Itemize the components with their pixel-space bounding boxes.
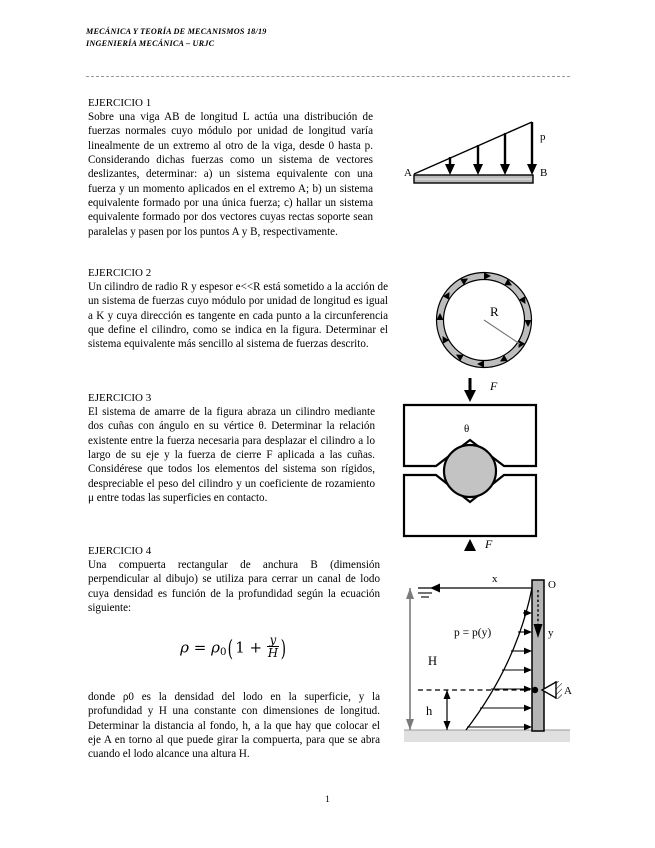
- gate-label-y: y: [548, 627, 554, 639]
- wedge-label-F-top: F: [490, 379, 498, 393]
- page-number: 1: [325, 795, 330, 805]
- formula-rho0: ρ: [211, 638, 220, 657]
- exercise-4-block-cont: [88, 690, 380, 762]
- exercise-2-title: EJERCICIO 2: [88, 267, 152, 279]
- density-formula: [88, 634, 380, 662]
- formula-numerator: y: [267, 634, 279, 647]
- exercise-3-text: El sistema de amarre de la figura abraza un cilindro mediante dos cuñas con ángulo en su vértice θ. Determinar la relación existente entre la fuerza necesaria para desplazar el cilindro a lo largo de su eje y la fuerza de cierre F aplicada a las cuñas. Considérese que todos los elementos del sistema son rígidos, despreciable el peso del cilindro y un coeficiente de rozamiento μ entre todas las superficies en contacto.: [88, 406, 375, 505]
- gate-label-H: H: [428, 654, 438, 668]
- formula-rho0-sub: 0: [219, 647, 227, 659]
- exercise-1-block: [88, 97, 373, 239]
- figure-gate-pressure: [396, 566, 576, 748]
- formula-one-plus: 1 +: [235, 638, 263, 657]
- gate-label-h: h: [426, 704, 433, 718]
- figure-cylinder-tangential-forces: [432, 268, 537, 373]
- exercise-4-text-after: donde ρ0 es la densidad del lodo en la superficie, y la profundidad y H una constante con dimensiones de longitud. Determinar la distancia al fondo, h, a la que hay que colocar el eje A en torno al que puede girar la compuerta, para que se abra cuando el lodo alcance una altura H.: [88, 691, 380, 761]
- header-line-1: MECÁNICA Y TEORÍA DE MECANISMOS 18/19: [86, 27, 267, 36]
- exercise-1-text: Sobre una viga AB de longitud L actúa una distribución de fuerzas normales cuyo módulo por unidad de longitud varía linealmente de un extremo al otro de la viga, desde 0 hasta p. Considerando dichas fuerzas como un sistema de vectores deslizantes, determinar: a) un sistema equivalente con una fuerza y un momento aplicados en el extremo A; b) un sistema equivalente formado por una única fuerza; c) hallar un sistema equivalente formado por dos vectores cuyas rectas soporte sean paralelas y pasen por los puntos A y B, respectivamente.: [88, 111, 373, 238]
- formula-close-paren: ): [280, 636, 287, 663]
- wedge-label-theta: θ: [464, 423, 470, 435]
- formula-fraction: [267, 634, 279, 660]
- gate-label-O: O: [548, 579, 556, 591]
- header-line-2: INGENIERÍA MECÁNICA – URJC: [86, 38, 215, 48]
- formula-rho: ρ: [180, 638, 189, 657]
- exercise-4-block: [88, 545, 380, 615]
- exercise-4-title: EJERCICIO 4: [88, 545, 152, 557]
- formula-equals: =: [193, 638, 207, 657]
- exercise-1-title: EJERCICIO 1: [88, 97, 152, 109]
- document-header: [86, 26, 267, 49]
- beam-label-A: A: [404, 167, 412, 179]
- wedge-label-F-bottom: F: [485, 537, 493, 551]
- exercise-2-text: Un cilindro de radio R y espesor e<<R está sometido a la acción de un sistema de fuerzas cuyo módulo por unidad de longitud es igual a K y cuya dirección es tangente en cada punto a la circunferencia que define el cilindro, como se indica en la figura. Determinar el sistema equivalente más sencillo al sistema de fuerzas descrito.: [88, 281, 388, 351]
- gate-label-pressure: p = p(y): [454, 627, 492, 639]
- exercise-3-title: EJERCICIO 3: [88, 392, 152, 404]
- exercise-4-text-before: Una compuerta rectangular de anchura B (dimensión perpendicular al dibujo) se utiliza para cerrar un canal de lodo cuya densidad es función de la profundidad según la ecuación siguiente:: [88, 559, 380, 615]
- cylinder-label-R: R: [490, 304, 499, 319]
- exercise-3-block: [88, 392, 375, 505]
- header-divider: [86, 76, 570, 77]
- beam-label-B: B: [540, 167, 548, 179]
- beam-label-p: p: [540, 131, 546, 143]
- figure-beam-triangular-load: [404, 112, 564, 192]
- figure-wedge-clamp: [398, 376, 568, 551]
- gate-label-x: x: [492, 573, 498, 585]
- formula-open-paren: (: [228, 636, 234, 663]
- gate-label-A: A: [564, 685, 572, 697]
- formula-denominator: H: [267, 646, 279, 661]
- exercise-2-block: [88, 267, 388, 352]
